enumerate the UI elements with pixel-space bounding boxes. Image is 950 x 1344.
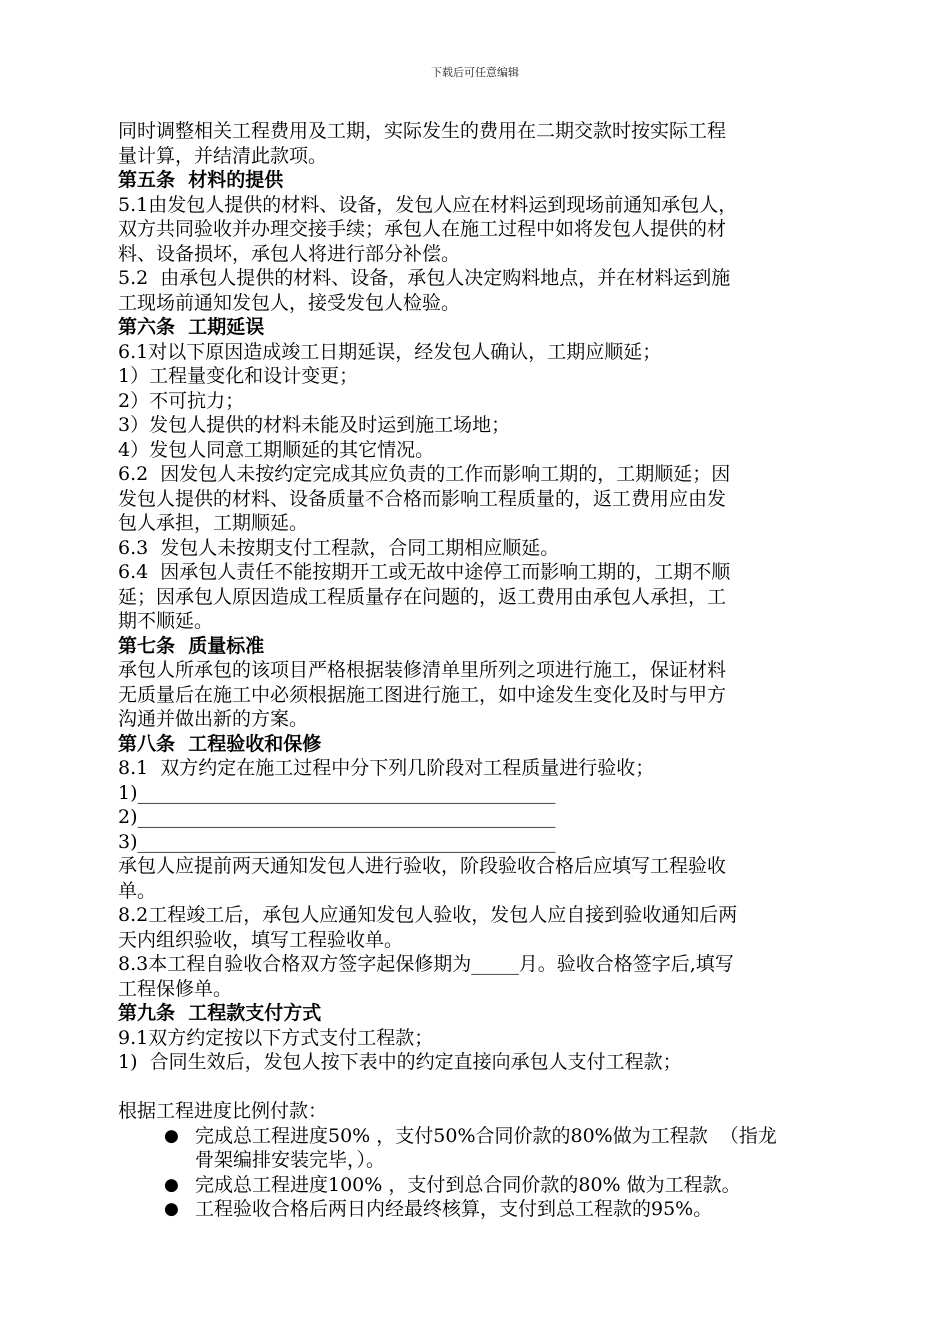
text-line: 发包人提供的材料、设备质量不合格而影响工程质量的，返工费用应由发	[118, 487, 727, 510]
text-line: 3)____________________________________________	[118, 830, 556, 853]
bullet-text-line: 完成总工程进度50% ，支付50%合同价款的80%做为工程款 （指龙	[195, 1124, 777, 1147]
text-line: 5.2 由承包人提供的材料、设备，承包人决定购料地点，并在材料运到施	[118, 267, 731, 289]
text-line: 量计算，并结清此款项。	[118, 144, 328, 167]
section-heading: 第六条 工期延误	[118, 316, 265, 338]
text-line: 6.4 因承包人责任不能按期开工或无故中途停工而影响工期的，工期不顺	[118, 561, 731, 583]
text-line: 承包人所承包的该项目严格根据装修清单里所列之项进行施工，保证材料	[118, 659, 727, 681]
text-line: 天内组织验收，填写工程验收单。	[118, 928, 404, 951]
bullet-item	[118, 1197, 853, 1222]
section-heading: 第七条 质量标准	[118, 634, 265, 657]
text-line: 2）不可抗力；	[118, 389, 245, 412]
text-line: 5.1由发包人提供的材料、设备，发包人应在材料运到现场前通知承包人，	[118, 193, 738, 216]
text-line: 承包人应提前两天通知发包人进行验收，阶段验收合格后应填写工程验收	[118, 855, 727, 877]
text-line: 1）工程量变化和设计变更；	[118, 365, 359, 387]
text-line: 工现场前通知发包人，接受发包人检验。	[118, 291, 461, 314]
text-line: 双方共同验收并办理交接手续；承包人在施工过程中如将发包人提供的材	[118, 218, 727, 240]
text-line: 工程保修单。	[118, 977, 233, 1000]
text-line: 3）发包人提供的材料未能及时运到施工场地；	[118, 414, 511, 436]
bullet-dot-icon: ●	[164, 1125, 179, 1146]
text-line: 9.1双方约定按以下方式支付工程款；	[118, 1026, 434, 1049]
text-line: 1)____________________________________________	[118, 781, 556, 804]
text-line: 期不顺延。	[118, 610, 214, 632]
text-line: 6.3 发包人未按期支付工程款，合同工期相应顺延。	[118, 536, 560, 559]
text-line: 1) 合同生效后，发包人按下表中的约定直接向承包人支付工程款；	[118, 1051, 682, 1073]
text-line: 6.1对以下原因造成竣工日期延误，经发包人确认，工期应顺延；	[118, 340, 662, 363]
section-heading: 第八条 工程验收和保修	[118, 732, 322, 755]
bullet-text-line: 骨架编排安装完毕，）。	[195, 1149, 386, 1171]
bullet-dot-icon: ●	[164, 1199, 179, 1219]
bullet-item	[118, 1124, 853, 1173]
bullet-text-line: 工程验收合格后两日内经最终核算，支付到总工程款的95%。	[195, 1198, 713, 1220]
text-line: 沟通并做出新的方案。	[118, 708, 309, 730]
section-heading: 第九条 工程款支付方式	[118, 1002, 322, 1024]
text-line: 包人承担，工期顺延。	[118, 512, 309, 534]
bullet-text-line: 完成总工程进度100% ，支付到总合同价款的80% 做为工程款。	[195, 1173, 741, 1196]
text-line: 8.3本工程自验收合格双方签字起保修期为_____月。验收合格签字后,填写	[118, 953, 734, 975]
text-line: 同时调整相关工程费用及工期，实际发生的费用在二期交款时按实际工程	[118, 120, 727, 142]
bullet-item	[118, 1173, 853, 1198]
text-line: 无质量后在施工中必须根据施工图进行施工，如中途发生变化及时与甲方	[118, 683, 727, 706]
text-line: 6.2 因发包人未按约定完成其应负责的工作而影响工期的，工期顺延；因	[118, 463, 731, 485]
page-header: 下载后可任意编辑	[431, 66, 519, 79]
text-line: 2)____________________________________________	[118, 806, 556, 828]
text-line: 延；因承包人原因造成工程质量存在问题的，返工费用由承包人承担，工	[118, 585, 727, 608]
blank-line	[118, 1075, 853, 1100]
section-heading: 第五条 材料的提供	[118, 169, 284, 191]
text-line: 8.2工程竣工后，承包人应通知发包人验收，发包人应自接到验收通知后两	[118, 904, 738, 926]
text-line: 料、设备损坏，承包人将进行部分补偿。	[118, 242, 461, 265]
text-line: 4）发包人同意工期顺延的其它情况。	[118, 438, 435, 461]
text-line: 根据工程进度比例付款：	[118, 1100, 328, 1122]
text-line: 单。	[118, 879, 157, 902]
bullet-dot-icon: ●	[164, 1174, 179, 1195]
document-body	[118, 119, 853, 1222]
text-line: 8.1 双方约定在施工过程中分下列几阶段对工程质量进行验收；	[118, 757, 655, 779]
payment-bullet-list	[118, 1124, 853, 1222]
